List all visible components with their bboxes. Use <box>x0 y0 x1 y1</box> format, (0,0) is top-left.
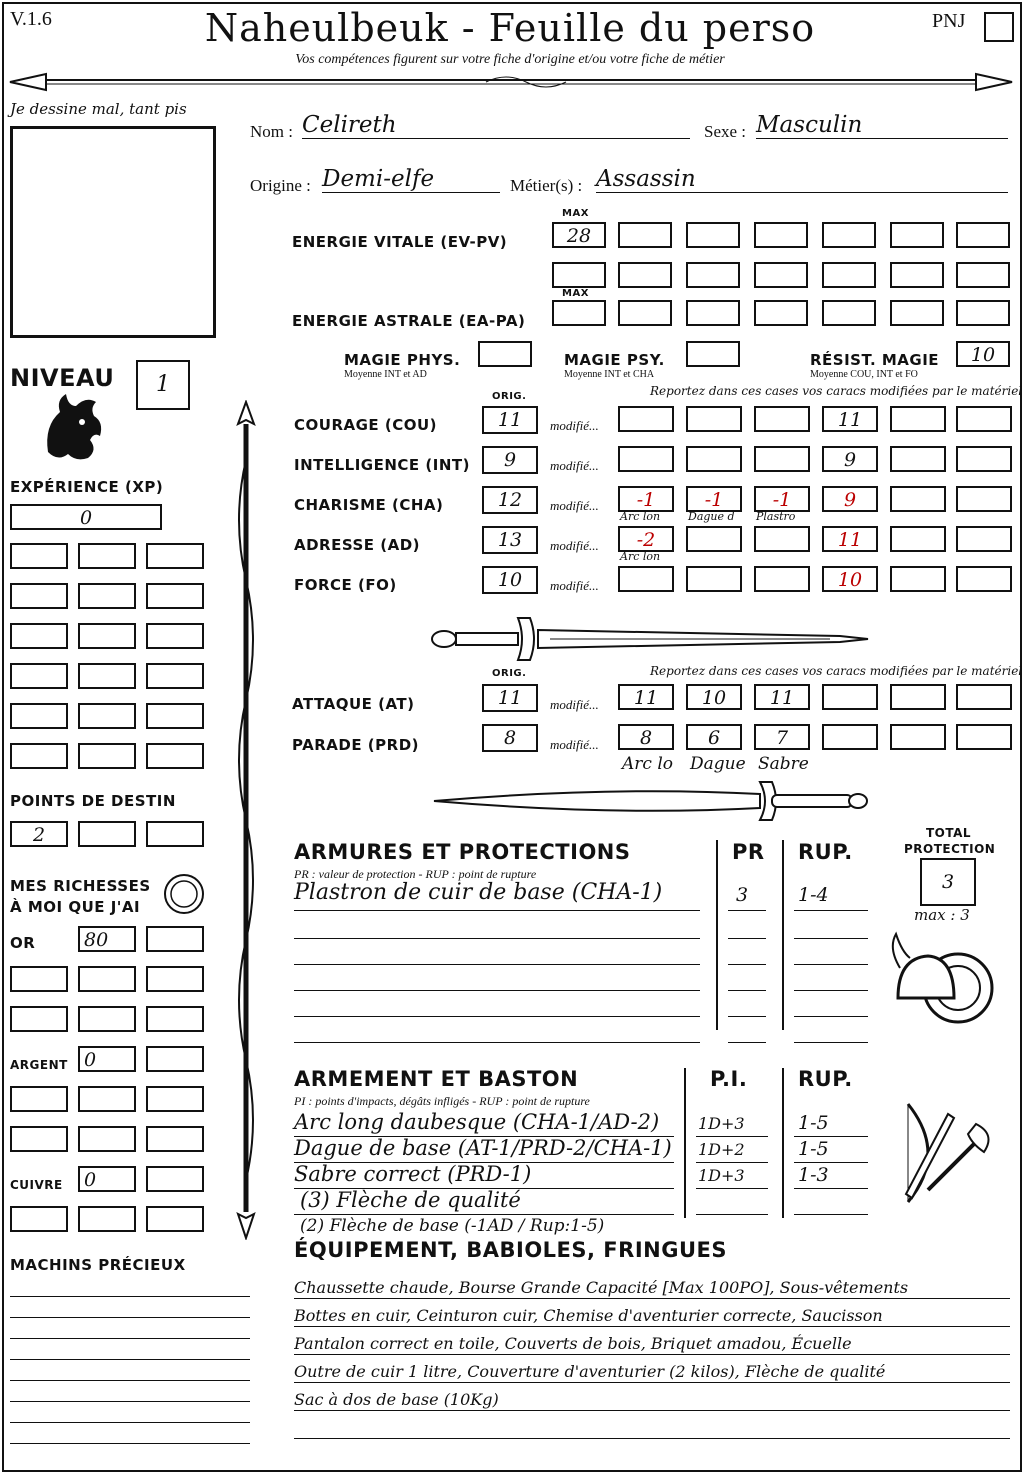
xp-box[interactable] <box>78 663 136 689</box>
armor-pr-header: PR <box>732 840 765 864</box>
stat-mod-box[interactable] <box>754 446 810 472</box>
armor-pr: 3 <box>736 884 749 906</box>
money-box[interactable] <box>10 966 68 992</box>
weapon-pi-line[interactable] <box>696 1136 768 1137</box>
armor-rup-line[interactable] <box>794 990 868 991</box>
at-modif-label: modifié... <box>550 697 599 712</box>
ev-label: ENERGIE VITALE (EV-PV) <box>292 233 508 251</box>
nom-field[interactable]: Celireth <box>302 112 690 139</box>
stat-mod-box[interactable] <box>686 566 742 592</box>
stat-mod-box[interactable] <box>890 486 946 512</box>
resist-magie-label: RÉSIST. MAGIE <box>810 351 940 369</box>
armor-line[interactable] <box>294 1016 700 1017</box>
combat-note: Reportez dans ces cases vos caracs modifiées par le matériel <box>650 664 1023 678</box>
spear-divider-icon <box>6 66 1016 96</box>
or-box[interactable]: 80 <box>78 926 136 952</box>
money-box[interactable] <box>146 1206 204 1232</box>
weapon-rup-line[interactable] <box>794 1214 868 1215</box>
armor-legend: PR : valeur de protection - RUP : point de rupture <box>294 867 537 881</box>
ev-box[interactable] <box>686 222 740 248</box>
stats-note: Reportez dans ces cases vos caracs modifiées par le matériel <box>650 384 1023 398</box>
ev-box[interactable] <box>822 262 876 288</box>
at-mod-box[interactable]: 11 <box>618 684 674 710</box>
xp-label: EXPÉRIENCE (XP) <box>10 478 164 496</box>
orig-label: ORIG. <box>492 391 527 402</box>
armor-line[interactable] <box>294 910 700 911</box>
stat-mod-box[interactable]: -1 <box>618 486 674 512</box>
weapons-divider-1 <box>684 1068 686 1218</box>
metier-field[interactable]: Assassin <box>596 166 1008 193</box>
stat-modif-label: modifié... <box>550 418 599 433</box>
weapon-pi-line[interactable] <box>696 1214 768 1215</box>
ea-box[interactable] <box>618 300 672 326</box>
resist-magie-box[interactable]: 10 <box>956 341 1010 367</box>
stat-orig-box[interactable]: 13 <box>482 526 538 554</box>
helmet-shield-icon <box>888 928 998 1038</box>
total-protection-label-2: PROTECTION <box>904 842 996 856</box>
at-orig-box[interactable]: 11 <box>482 684 538 712</box>
combat-caption: Sabre <box>758 754 809 774</box>
prd-modif-label: modifié... <box>550 737 599 752</box>
at-mod-box[interactable] <box>956 684 1012 710</box>
weapon-name: (2) Flèche de base (-1AD / Rup:1-5) <box>300 1216 605 1236</box>
weapons-legend: PI : points d'impacts, dégâts infligés - RUP : point de rupture <box>294 1094 590 1108</box>
xp-box[interactable] <box>78 623 136 649</box>
at-mod-box[interactable]: 11 <box>754 684 810 710</box>
stat-mod-box[interactable]: 9 <box>822 486 878 512</box>
prd-label: PARADE (PRD) <box>292 736 420 754</box>
portrait-caption: Je dessine mal, tant pis <box>10 100 187 118</box>
xp-box[interactable] <box>10 663 68 689</box>
equipment-text: Outre de cuir 1 litre, Couverture d'aventurier (2 kilos), Flèche de qualité <box>294 1362 886 1381</box>
armor-name: Plastron de cuir de base (CHA-1) <box>294 880 663 905</box>
weapons-icon <box>888 1094 998 1210</box>
magie-psy-label: MAGIE PSY. <box>564 351 665 369</box>
money-box[interactable] <box>146 966 204 992</box>
precieux-line[interactable] <box>10 1422 250 1423</box>
prd-mod-box[interactable] <box>822 724 878 750</box>
niveau-box[interactable]: 1 <box>136 360 190 410</box>
armor-title: ARMURES ET PROTECTIONS <box>294 840 631 864</box>
stat-mod-caption: Arc lon <box>620 550 661 563</box>
armor-line[interactable] <box>294 990 700 991</box>
prd-mod-box[interactable] <box>956 724 1012 750</box>
stat-orig-box[interactable]: 12 <box>482 486 538 514</box>
magie-phys-note: Moyenne INT et AD <box>344 369 427 380</box>
sheet-title: Naheulbeuk - Feuille du perso <box>204 6 816 50</box>
weapon-pi-line[interactable] <box>696 1162 768 1163</box>
xp-box[interactable] <box>146 543 204 569</box>
weapon-name: Sabre correct (PRD-1) <box>294 1162 532 1186</box>
stat-mod-box[interactable] <box>890 566 946 592</box>
ev-max-label: MAX <box>562 208 589 219</box>
equipment-title: ÉQUIPEMENT, BABIOLES, FRINGUES <box>294 1238 727 1262</box>
stat-mod-box[interactable] <box>956 566 1012 592</box>
stat-mod-box[interactable] <box>686 406 742 432</box>
at-label: ATTAQUE (AT) <box>292 695 415 713</box>
armor-line[interactable] <box>294 938 700 939</box>
ea-box[interactable] <box>956 300 1010 326</box>
precieux-label: MACHINS PRÉCIEUX <box>10 1256 186 1274</box>
money-box[interactable] <box>78 1006 136 1032</box>
pnj-label: PNJ <box>932 10 966 32</box>
prd-mod-box[interactable]: 8 <box>618 724 674 750</box>
ev-box[interactable] <box>618 262 672 288</box>
stat-mod-caption: Plastro <box>756 510 796 523</box>
ea-box[interactable] <box>890 300 944 326</box>
ea-max-box[interactable] <box>552 300 606 326</box>
combat-orig-label: ORIG. <box>492 668 527 679</box>
ev-box[interactable] <box>956 222 1010 248</box>
stat-mod-box[interactable] <box>890 446 946 472</box>
stat-mod-box[interactable] <box>956 406 1012 432</box>
prd-mod-box[interactable]: 6 <box>686 724 742 750</box>
magie-psy-box[interactable] <box>686 341 740 367</box>
precieux-line[interactable] <box>10 1359 250 1360</box>
armor-rup-line[interactable] <box>794 1042 868 1043</box>
armor-pr-line[interactable] <box>728 938 766 939</box>
equipment-line[interactable] <box>294 1326 1010 1327</box>
stat-label: FORCE (FO) <box>294 576 397 594</box>
xp-box[interactable]: 0 <box>10 504 162 530</box>
coin-icon <box>162 872 206 916</box>
money-box[interactable] <box>146 1126 204 1152</box>
money-box[interactable] <box>10 1206 68 1232</box>
stat-mod-box[interactable] <box>686 446 742 472</box>
stat-modif-label: modifié... <box>550 578 599 593</box>
ev-max-box[interactable]: 28 <box>552 222 606 248</box>
money-box[interactable] <box>146 1006 204 1032</box>
equipment-text: Chaussette chaude, Bourse Grande Capacité [Max 100PO], Sous-vêtements <box>294 1278 909 1297</box>
stat-mod-box[interactable] <box>890 406 946 432</box>
weapons-pi-header: P.I. <box>710 1067 748 1091</box>
stat-mod-box[interactable]: 11 <box>822 406 878 432</box>
weapon-pi-line[interactable] <box>696 1188 768 1189</box>
precieux-line[interactable] <box>10 1401 250 1402</box>
ea-label: ENERGIE ASTRALE (EA-PA) <box>292 312 526 330</box>
weapon-rup: 1-5 <box>798 1138 829 1160</box>
ev-box[interactable] <box>822 222 876 248</box>
weapon-pi: 1D+3 <box>698 1114 745 1133</box>
magie-phys-label: MAGIE PHYS. <box>344 351 461 369</box>
equipment-line[interactable] <box>294 1382 1010 1383</box>
stat-modif-label: modifié... <box>550 458 599 473</box>
stat-label: INTELLIGENCE (INT) <box>294 456 470 474</box>
niveau-label: NIVEAU <box>10 364 115 392</box>
weapon-rup-line[interactable] <box>794 1162 868 1163</box>
stat-mod-box[interactable] <box>754 526 810 552</box>
ea-max-label: MAX <box>562 288 589 299</box>
sexe-label: Sexe : <box>704 122 747 141</box>
argent-label: ARGENT <box>10 1058 68 1072</box>
ev-box[interactable] <box>890 222 944 248</box>
xp-box[interactable] <box>78 583 136 609</box>
xp-box[interactable] <box>10 623 68 649</box>
precieux-line[interactable] <box>10 1296 250 1297</box>
metier-label: Métier(s) : <box>510 176 583 195</box>
riches-label-2: À MOI QUE J'AI <box>10 898 141 916</box>
stat-orig-box[interactable]: 9 <box>482 446 538 474</box>
destin-label: POINTS DE DESTIN <box>10 792 176 810</box>
weapon-rup: 1-3 <box>798 1164 829 1186</box>
stat-modif-label: modifié... <box>550 538 599 553</box>
stat-mod-box[interactable] <box>754 566 810 592</box>
xp-box[interactable] <box>10 583 68 609</box>
armor-rup-line[interactable] <box>794 910 868 911</box>
precieux-line[interactable] <box>10 1380 250 1381</box>
precieux-line[interactable] <box>10 1443 250 1444</box>
at-mod-box[interactable] <box>890 684 946 710</box>
money-box[interactable] <box>78 1206 136 1232</box>
ev-box[interactable] <box>754 222 808 248</box>
money-box[interactable] <box>10 1086 68 1112</box>
xp-box[interactable] <box>146 623 204 649</box>
combat-caption: Arc lo <box>622 754 673 774</box>
sexe-field[interactable]: Masculin <box>756 112 1008 139</box>
money-box[interactable] <box>10 1006 68 1032</box>
magie-phys-box[interactable] <box>478 341 532 367</box>
stat-mod-box[interactable]: -1 <box>754 486 810 512</box>
stat-mod-box[interactable] <box>618 406 674 432</box>
precieux-line[interactable] <box>10 1317 250 1318</box>
resist-magie-note: Moyenne COU, INT et FO <box>810 369 918 380</box>
xp-box[interactable] <box>10 703 68 729</box>
money-box[interactable] <box>78 966 136 992</box>
stat-orig-box[interactable]: 11 <box>482 406 538 434</box>
or-label: OR <box>10 934 36 952</box>
money-box[interactable] <box>146 1166 204 1192</box>
stat-mod-box[interactable] <box>956 446 1012 472</box>
precieux-line[interactable] <box>10 1338 250 1339</box>
stat-mod-caption: Dague d <box>688 510 735 523</box>
stat-mod-box[interactable] <box>890 526 946 552</box>
cuivre-label: CUIVRE <box>10 1178 63 1192</box>
ev-box[interactable] <box>956 262 1010 288</box>
at-mod-box[interactable]: 10 <box>686 684 742 710</box>
weapon-pi: 1D+2 <box>698 1140 745 1159</box>
weapon-name: Arc long daubesque (CHA-1/AD-2) <box>294 1110 660 1134</box>
origine-label: Origine : <box>250 176 311 195</box>
destin-box-2[interactable] <box>78 821 136 847</box>
equipment-line[interactable] <box>294 1438 1010 1439</box>
money-box[interactable] <box>78 1126 136 1152</box>
xp-box[interactable] <box>10 543 68 569</box>
equipment-line[interactable] <box>294 1410 1010 1411</box>
prd-mod-box[interactable]: 7 <box>754 724 810 750</box>
armor-pr-line[interactable] <box>728 964 766 965</box>
weapon-rup: 1-5 <box>798 1112 829 1134</box>
ev-box[interactable] <box>552 262 606 288</box>
armor-pr-line[interactable] <box>728 1042 766 1043</box>
armor-divider-1 <box>716 840 718 1030</box>
weapon-line[interactable] <box>294 1214 674 1215</box>
xp-box[interactable] <box>10 743 68 769</box>
equipment-line[interactable] <box>294 1354 1010 1355</box>
prd-orig-box[interactable]: 8 <box>482 724 538 752</box>
argent-box[interactable]: 0 <box>78 1046 136 1072</box>
equipment-text: Pantalon correct en toile, Couverts de bois, Briquet amadou, Écuelle <box>294 1334 852 1353</box>
combat-caption: Dague <box>690 754 746 774</box>
stat-mod-box[interactable] <box>618 566 674 592</box>
xp-box[interactable] <box>146 663 204 689</box>
xp-box[interactable] <box>146 703 204 729</box>
armor-rup-header: RUP. <box>798 840 853 864</box>
weapon-rup-line[interactable] <box>794 1188 868 1189</box>
xp-box[interactable] <box>146 583 204 609</box>
dragon-icon <box>38 392 108 464</box>
xp-box[interactable] <box>78 543 136 569</box>
armor-pr-line[interactable] <box>728 1016 766 1017</box>
weapon-rup-line[interactable] <box>794 1136 868 1137</box>
weapons-divider-2 <box>782 1068 784 1218</box>
equipment-text: Sac à dos de base (10Kg) <box>294 1390 499 1409</box>
money-box[interactable] <box>10 1126 68 1152</box>
armor-divider-2 <box>782 840 784 1030</box>
ea-box[interactable] <box>686 300 740 326</box>
at-mod-box[interactable] <box>822 684 878 710</box>
stat-mod-box[interactable] <box>686 526 742 552</box>
weapon-pi: 1D+3 <box>698 1166 745 1185</box>
stat-mod-box[interactable]: -2 <box>618 526 674 552</box>
stat-orig-box[interactable]: 10 <box>482 566 538 594</box>
prd-mod-box[interactable] <box>890 724 946 750</box>
destin-box-1[interactable]: 2 <box>10 821 68 847</box>
ea-box[interactable] <box>754 300 808 326</box>
ev-box[interactable] <box>754 262 808 288</box>
weapon-name: Dague de base (AT-1/PRD-2/CHA-1) <box>294 1136 672 1160</box>
sword-icon <box>430 614 870 664</box>
weapon-name: (3) Flèche de qualité <box>300 1188 521 1212</box>
armor-pr-line[interactable] <box>728 910 766 911</box>
stat-label: COURAGE (COU) <box>294 416 438 434</box>
ev-box[interactable] <box>890 262 944 288</box>
armor-rup-line[interactable] <box>794 938 868 939</box>
cuivre-box[interactable]: 0 <box>78 1166 136 1192</box>
armor-line[interactable] <box>294 964 700 965</box>
equipment-text: Bottes en cuir, Ceinturon cuir, Chemise d'aventurier correcte, Saucisson <box>294 1306 883 1325</box>
sheet-subtitle: Vos compétences figurent sur votre fiche d'origine et/ou votre fiche de métier <box>295 52 725 67</box>
stat-mod-caption: Arc lon <box>620 510 661 523</box>
stat-mod-box[interactable]: 11 <box>822 526 878 552</box>
weapons-rup-header: RUP. <box>798 1067 853 1091</box>
weapons-title: ARMEMENT ET BASTON <box>294 1067 579 1091</box>
money-box[interactable] <box>146 1046 204 1072</box>
version-label: V.1.6 <box>10 8 52 30</box>
ea-box[interactable] <box>822 300 876 326</box>
origine-field[interactable]: Demi-elfe <box>322 166 500 193</box>
armor-pr-line[interactable] <box>728 990 766 991</box>
stat-mod-box[interactable]: 10 <box>822 566 878 592</box>
armor-rup-line[interactable] <box>794 964 868 965</box>
stat-mod-box[interactable] <box>956 486 1012 512</box>
money-box[interactable] <box>78 1086 136 1112</box>
armor-rup: 1-4 <box>798 884 829 906</box>
xp-box[interactable] <box>78 743 136 769</box>
sabre-icon <box>430 776 870 826</box>
spear-icon <box>226 400 266 1240</box>
xp-box[interactable] <box>146 743 204 769</box>
riches-label-1: MES RICHESSES <box>10 877 151 895</box>
nom-label: Nom : <box>250 122 293 141</box>
destin-box-3[interactable] <box>146 821 204 847</box>
portrait-box[interactable] <box>10 126 216 338</box>
stat-label: ADRESSE (AD) <box>294 536 421 554</box>
stat-mod-box[interactable]: 9 <box>822 446 878 472</box>
equipment-line[interactable] <box>294 1298 1010 1299</box>
max-protection-label: max : 3 <box>914 906 970 924</box>
stat-mod-box[interactable] <box>754 406 810 432</box>
total-protection-box[interactable]: 3 <box>920 858 976 906</box>
money-box[interactable] <box>146 1086 204 1112</box>
money-box[interactable] <box>146 926 204 952</box>
total-protection-label-1: TOTAL <box>926 826 972 840</box>
stat-mod-box[interactable] <box>618 446 674 472</box>
magie-psy-note: Moyenne INT et CHA <box>564 369 655 380</box>
pnj-checkbox[interactable] <box>984 12 1014 42</box>
armor-rup-line[interactable] <box>794 1016 868 1017</box>
stat-label: CHARISME (CHA) <box>294 496 444 514</box>
stat-mod-box[interactable] <box>956 526 1012 552</box>
ev-box[interactable] <box>618 222 672 248</box>
armor-line[interactable] <box>294 1042 700 1043</box>
xp-box[interactable] <box>78 703 136 729</box>
ev-box[interactable] <box>686 262 740 288</box>
stat-mod-box[interactable]: -1 <box>686 486 742 512</box>
stat-modif-label: modifié... <box>550 498 599 513</box>
